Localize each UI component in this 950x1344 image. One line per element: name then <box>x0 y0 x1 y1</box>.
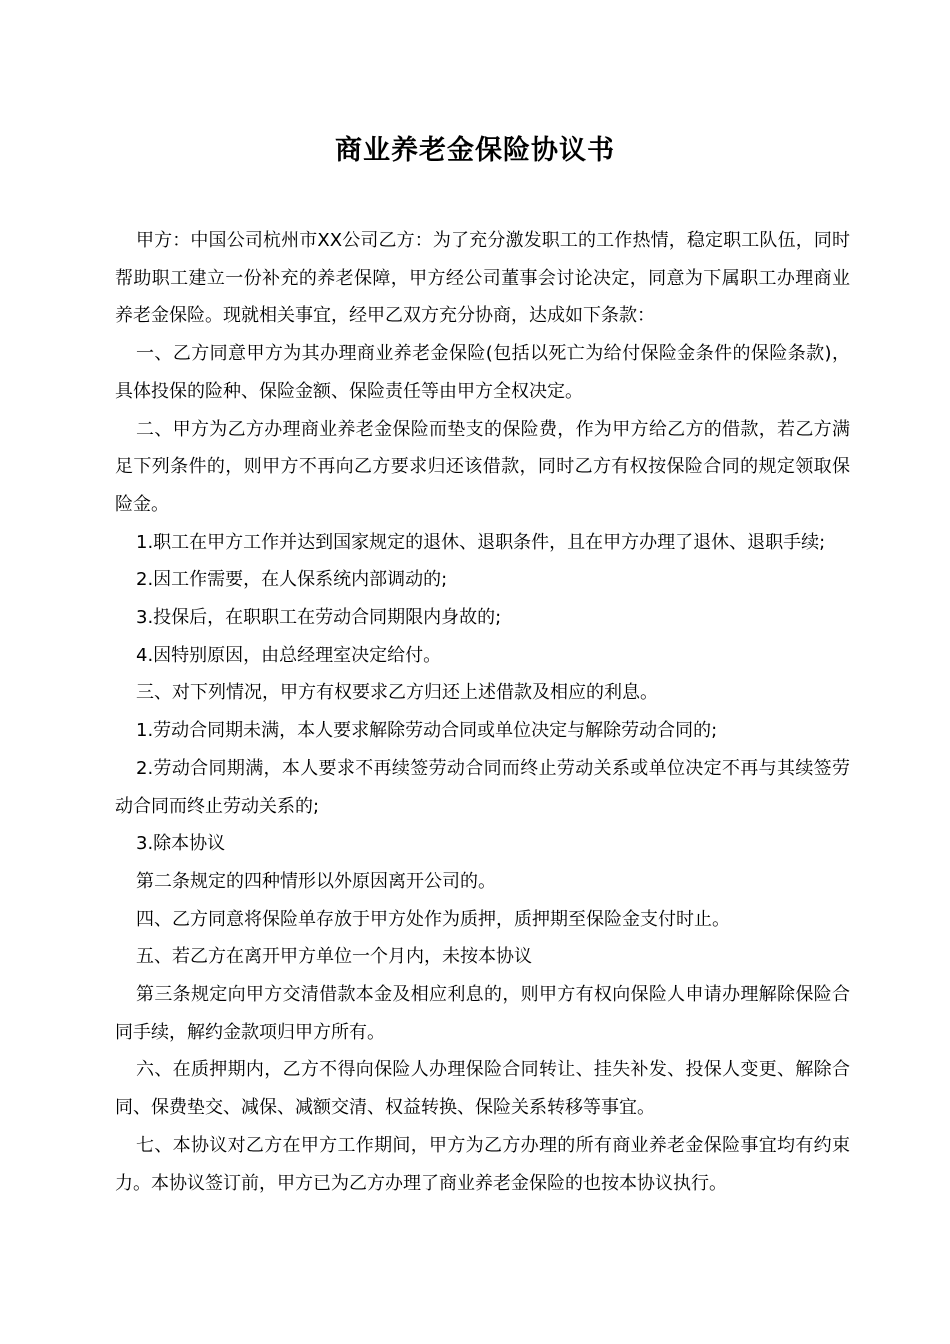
paragraph-clause-2-item-3: 3.投保后，在职职工在劳动合同期限内身故的; <box>136 607 502 629</box>
paragraph-preamble: 甲方：中国公司杭州市XX公司乙方：为了充分激发职工的工作热情，稳定职工队伍，同时帮助职工建立一份补充的养老保障，甲方经公司董事会讨论决定，同意为下属职工办理商业养老金保险。现就相关事宜，经甲乙双方充分协商，达成如下条款： <box>115 230 850 327</box>
paragraph-clause-3: 三、对下列情况，甲方有权要求乙方归还上述借款及相应的利息。 <box>136 682 658 704</box>
paragraph-clause-3-item-1: 1.劳动合同期未满，本人要求解除劳动合同或单位决定与解除劳动合同的; <box>136 720 718 742</box>
document-body <box>115 222 850 1202</box>
paragraph-clause-5: 五、若乙方在离开甲方单位一个月内，未按本协议 <box>136 946 532 968</box>
paragraph-clause-1: 一、乙方同意甲方为其办理商业养老金保险(包括以死亡为给付保险金条件的保险条款)，具体投保的险种、保险金额、保险责任等由甲方全权决定。 <box>115 343 850 402</box>
paragraph-clause-5-cont: 第三条规定向甲方交清借款本金及相应利息的，则甲方有权向保险人申请办理解除保险合同手续，解约金款项归甲方所有。 <box>115 984 850 1043</box>
paragraph-clause-2-item-4: 4.因特别原因，由总经理室决定给付。 <box>136 644 442 666</box>
paragraph-clause-3-item-3-cont: 第二条规定的四种情形以外原因离开公司的。 <box>136 870 496 892</box>
paragraph-clause-2: 二、甲方为乙方办理商业养老金保险而垫支的保险费，作为甲方给乙方的借款，若乙方满足下列条件的，则甲方不再向乙方要求归还该借款，同时乙方有权按保险合同的规定领取保险金。 <box>115 418 850 515</box>
paragraph-clause-4: 四、乙方同意将保险单存放于甲方处作为质押，质押期至保险金支付时止。 <box>136 908 730 930</box>
paragraph-clause-3-item-3: 3.除本协议 <box>136 833 226 855</box>
paragraph-clause-7: 七、本协议对乙方在甲方工作期间，甲方为乙方办理的所有商业养老金保险事宜均有约束力。本协议签订前，甲方已为乙方办理了商业养老金保险的也按本协议执行。 <box>115 1134 850 1194</box>
paragraph-clause-2-item-2: 2.因工作需要，在人保系统内部调动的; <box>136 569 448 591</box>
paragraph-clause-3-item-2: 2.劳动合同期满，本人要求不再续签劳动合同而终止劳动关系或单位决定不再与其续签劳动合同而终止劳动关系的; <box>115 757 850 817</box>
paragraph-clause-6: 六、在质押期内，乙方不得向保险人办理保险合同转让、挂失补发、投保人变更、解除合同、保费垫交、减保、减额交清、权益转换、保险关系转移等事宜。 <box>115 1059 850 1119</box>
document-title: 商业养老金保险协议书 <box>335 135 615 166</box>
paragraph-clause-2-item-1: 1.职工在甲方工作并达到国家规定的退休、退职条件，且在甲方办理了退休、退职手续; <box>136 531 826 553</box>
